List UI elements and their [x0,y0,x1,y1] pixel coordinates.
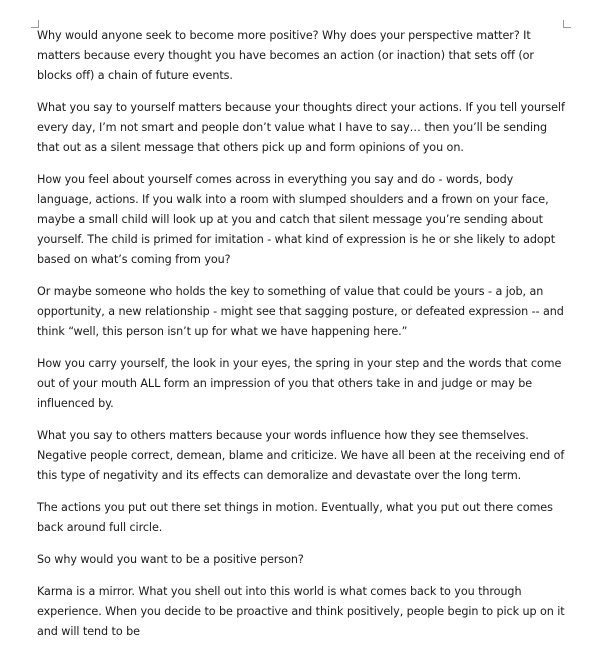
paragraph-2[interactable]: What you say to yourself matters because your thoughts direct your actions. If you tell yourself every day, I’m not smart and people don’t value what I have to say… then you’ll be sending that out as a silent message that others pick up and form opinions of you on. [37,101,565,154]
paragraph-4[interactable]: Or maybe someone who holds the key to something of value that could be yours - a job, an opportunity, a new relationship - might see that sagging posture, or defeated expression -- and think “well, this person isn’t up for what we have happening here.” [37,285,564,338]
paragraph-1[interactable]: Why would anyone seek to become more positive? Why does your perspective matter? It matters because every thought you have becomes an action (or inaction) that sets off (or blocks off) a chain of future events. [37,29,534,82]
document-body[interactable] [37,26,565,654]
paragraph-3[interactable]: How you feel about yourself comes across in everything you say and do - words, body language, actions. If you walk into a room with slumped shoulders and a frown on your face, maybe a small child will look up at you and catch that silent message you’re sending about yourself. The child is primed for imitation - what kind of expression is he or she likely to adopt based on what’s coming from you? [37,173,556,266]
paragraph-7[interactable]: The actions you put out there set things in motion. Eventually, what you put out there comes back around full circle. [37,501,553,534]
paragraph-9[interactable]: Karma is a mirror. What you shell out into this world is what comes back to you through experience. When you decide to be proactive and think positively, people begin to pick up on it and will tend to be [37,585,565,638]
paragraph-8[interactable]: So why would you want to be a positive person? [37,553,304,566]
paragraph-6[interactable]: What you say to others matters because your words influence how they see themselves. Negative people correct, demean, blame and criticize. We have all been at the receiving end of this type of negativity and its effects can demoralize and devastate over the long term. [37,429,565,482]
paragraph-5[interactable]: How you carry yourself, the look in your eyes, the spring in your step and the words that come out of your mouth ALL form an impression of you that others take in and judge or may be influenced by. [37,357,562,410]
